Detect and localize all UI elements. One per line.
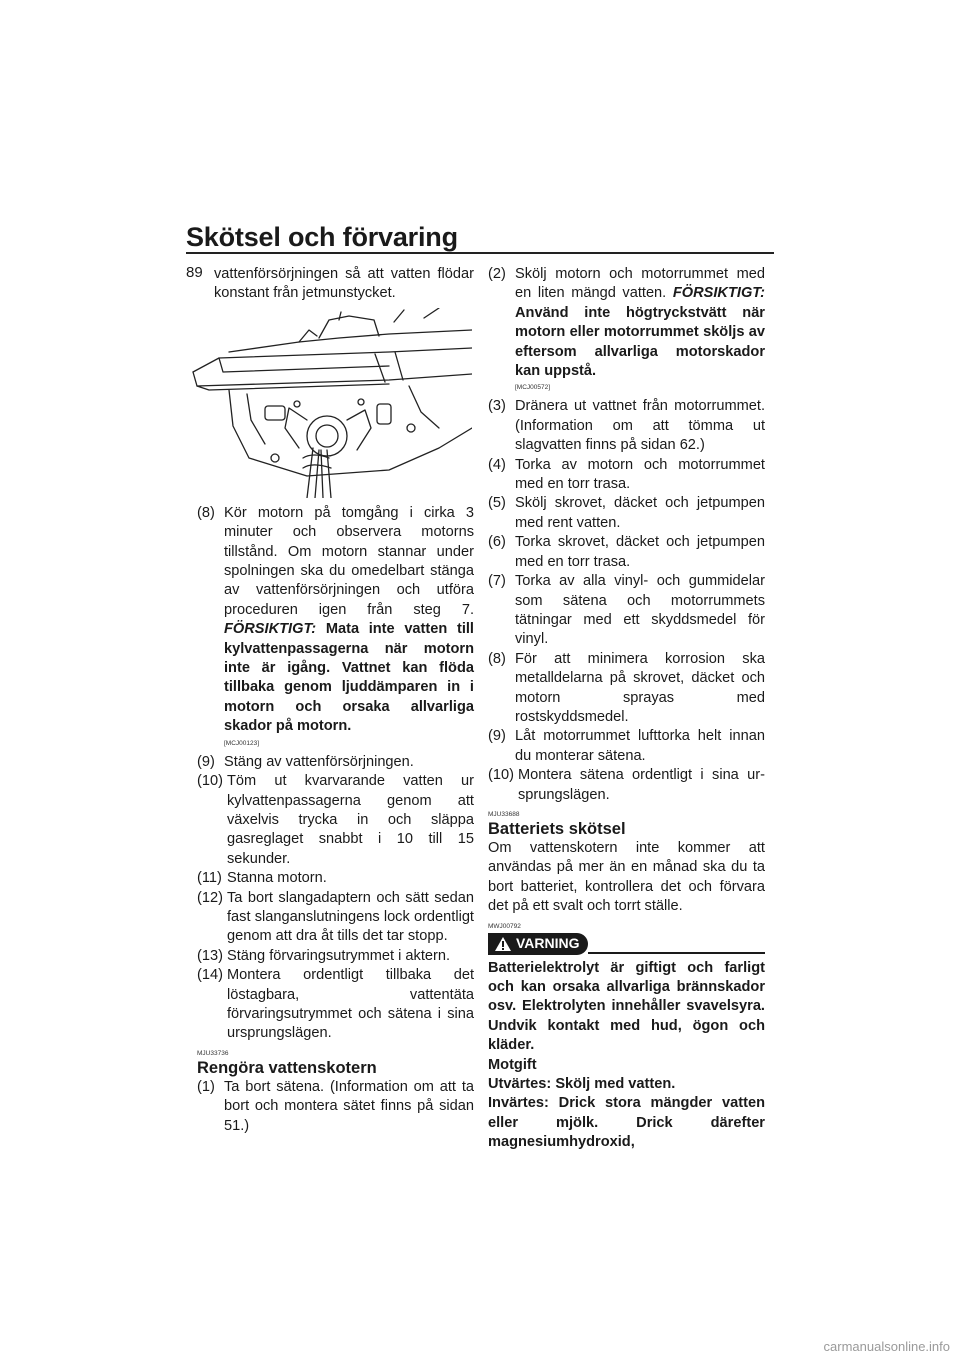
intro-text: vattenförsörjningen så att vatten flödar konstant från jetmunstycket. [214,266,474,302]
section-title-battery: Batteriets skötsel [488,819,626,838]
left-column [197,265,474,1136]
clean-step-7 [488,572,765,650]
clean-step-1 [197,1078,474,1136]
step-text: Töm ut kvarvarande vatten ur kylvattenpassagerna genom att växelvis trycka in och släppa gasreglaget snabbt i 10 till 15 sekunder. [227,773,474,867]
step-number: (13) [197,947,223,964]
caution-text: Mata inte vatten till kylvattenpassagerna när motorn inte är igång. Vattnet kan flöda tillbaka genom ljuddämparen in i motorn och orsaka allvarliga skador på motorn. [224,621,474,735]
caution-label: FÖRSIKTIGT: [224,621,317,638]
step-number: (8) [488,650,506,667]
warning-ref-code: MWJ00792 [488,922,521,930]
step-number: (3) [488,398,506,415]
warning-label: VARNING [516,934,580,951]
battery-text: Om vattenskotern inte kommer att användas på mer än en månad ska du ta bort batteriet, kontrollera det och förvara det på ett svalt och torrt ställe. [488,839,765,915]
step-number: (9) [488,728,506,745]
step-10 [197,772,474,869]
step-text: Montera sätena ordentligt i sina ursprungslägen. [518,767,765,803]
step-text: Ta bort slangadaptern och sätt sedan fast slanganslutningens lock ordentligt genom att dra åt tills det tar stopp. [227,889,474,945]
step-number: (9) [197,753,215,770]
step-text: Ta bort sätena. (Information om att ta bort och montera sätet finns på sidan 51.) [224,1078,474,1134]
clean-step-6 [488,533,765,572]
step-text: Torka skrovet, däcket och jetpumpen med en torr trasa. [515,534,765,570]
caution-label: FÖRSIKTIGT: [672,285,765,302]
step-text: Stäng av vattenförsörjningen. [224,753,414,770]
antidote-external: Utvärtes: Skölj med vatten. [488,1076,676,1093]
clean-step-9 [488,727,765,766]
step-number: (6) [488,534,506,551]
step-text: Torka av alla vinyl- och gummidelar som sätena och motorrummets tätningar med ett skyddsmedel för vinyl. [515,573,765,648]
step-number: (12) [197,889,223,906]
caution-code: [MCJ00123] [224,739,260,747]
step-number: (2) [488,266,506,282]
clean-step-8 [488,650,765,728]
step-number: (10) [488,767,514,784]
step-text: Kör motorn på tomgång i cirka 3 minuter och observera motorns tillstånd. Om motorn stannar under spolningen ska du omedelbart stänga av vattenförsörjningen och utföra proceduren igen från steg 7. [224,504,474,618]
warning-badge [488,933,588,955]
clean-step-5 [488,494,765,533]
jetski-stern-illustration [189,308,472,498]
page-number: 89 [186,264,203,281]
step-text: Låt motorrummet lufttorka helt innan du monterar sätena. [515,728,765,764]
warning-text: Batterielektrolyt är giftigt och farligt och kan orsaka allvarliga brännskador osv. Elektrolyten innehåller svavelsyra. Undvik kontakt med hud, ögon och kläder. [488,959,765,1054]
step-8 [197,504,474,753]
warning-header [488,933,765,955]
antidote-title: Motgift [488,1056,537,1073]
caution-code: [MCJ00572] [515,384,551,392]
watermark-text: carmanualsonline.info [823,1339,950,1354]
warning-rule [588,952,765,954]
step-text: Torka av motorn och motorrummet med en torr trasa. [515,456,765,493]
antidote-internal: Invärtes: Drick stora mängder vatten eller mjölk. Drick därefter magnesiumhydroxid, [488,1095,765,1151]
step-number: (4) [488,456,506,473]
right-column [488,265,765,1153]
header-rule [186,252,774,254]
step-number: (8) [197,504,215,521]
section-title-cleaning: Rengöra vattenskotern [197,1058,377,1077]
step-text: För att minimera korrosion ska metalldelarna på skrovet, däcket och motorn sprayas med rostskyddsmedel. [515,650,765,725]
section-ref-code: MJU33688 [488,810,520,818]
clean-step-2 [488,265,765,397]
step-text: Dränera ut vattnet från motorrummet. (Information om att tömma ut slagvatten finns på sidan 62.) [515,398,765,454]
step-text: Skölj skrovet, däcket och jetpumpen med rent vatten. [515,495,765,531]
step-number: (1) [197,1078,215,1095]
step-number: (11) [197,870,222,887]
step-text: Stäng förvaringsutrymmet i aktern. [227,947,451,964]
step-9 [197,753,474,772]
clean-step-3 [488,397,765,455]
step-number: (14) [197,967,223,984]
step-12 [197,889,474,947]
caution-text: Använd inte högtryckstvätt när motorn eller motorrummet sköljs av eftersom allvarliga motorskador kan uppstå. [515,304,765,380]
step-11 [197,869,474,888]
step-number: (5) [488,495,506,512]
step-number: (7) [488,573,506,590]
clean-step-10 [488,766,765,805]
step-text: Stanna motorn. [227,870,327,887]
section-ref-code: MJU33736 [197,1049,229,1057]
page-title: Skötsel och förvaring [186,222,458,252]
step-number: (10) [197,773,223,790]
step-text: Skölj motorn och motorrummet med en liten mängd vatten. [515,266,765,302]
clean-step-4 [488,456,765,495]
step-text: Montera ordentligt tillbaka det löstagbara, vattentäta förvaringsutrymmet och sätena i sina ursprungslägen. [227,967,474,1042]
warning-triangle-icon [494,936,512,952]
step-13 [197,947,474,966]
step-14 [197,966,474,1044]
